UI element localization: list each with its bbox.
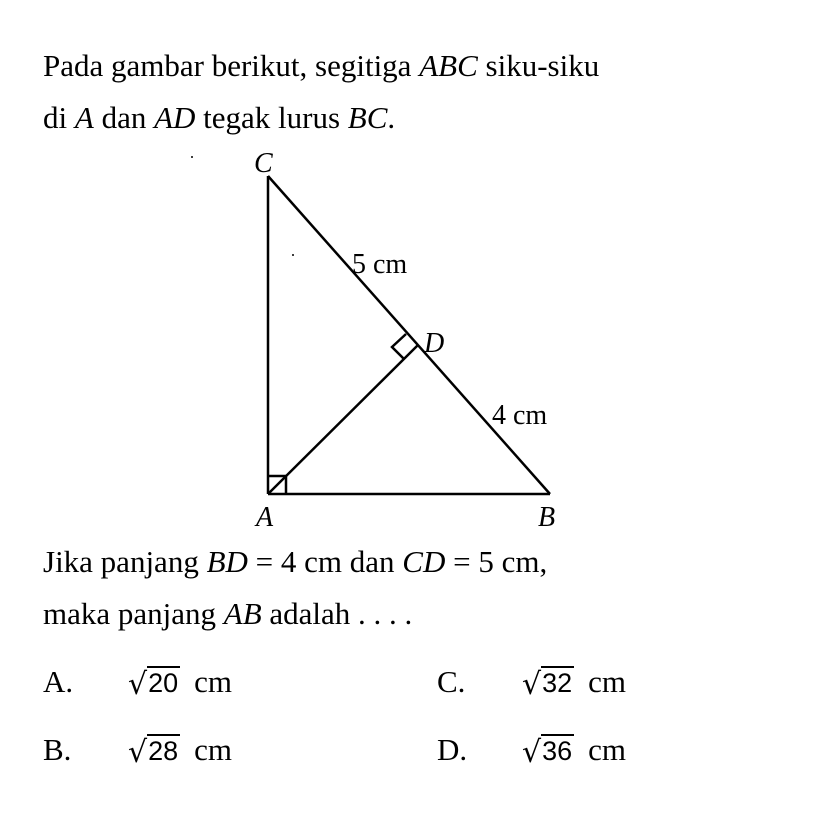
option-b-sqrt — [128, 734, 180, 770]
radical-icon: √ — [522, 735, 542, 770]
option-d-sqrt — [522, 734, 574, 770]
hypotenuse-line: BC — [347, 100, 388, 135]
question-line1-suffix: siku-siku — [485, 48, 600, 83]
option-d[interactable] — [437, 730, 626, 770]
option-c[interactable] — [437, 662, 626, 702]
option-c-letter: C. — [437, 664, 466, 699]
question-line2-di: di — [43, 100, 68, 135]
option-a[interactable] — [43, 662, 232, 702]
option-d-unit: cm — [588, 732, 627, 767]
option-a-letter: A. — [43, 664, 74, 699]
condition-text — [43, 536, 547, 640]
right-angle-mark-d — [392, 334, 406, 359]
altitude-segment: AD — [154, 100, 196, 135]
question-line2-period: . — [387, 100, 396, 135]
side-bc — [268, 176, 550, 494]
triangle-name: ABC — [419, 48, 478, 83]
vertex-label-d: D — [424, 328, 445, 359]
segment-cd: CD — [402, 544, 446, 579]
option-c-sqrt — [522, 666, 574, 702]
option-d-letter: D. — [437, 732, 468, 767]
right-angle-vertex: A — [74, 100, 94, 135]
question-line2-tegak: tegak lurus — [203, 100, 341, 135]
condition-line-2 — [43, 588, 547, 640]
radical-icon: √ — [522, 667, 542, 702]
vertex-label-b: B — [538, 502, 556, 533]
option-c-unit: cm — [588, 664, 627, 699]
option-a-radicand: 20 — [148, 668, 179, 698]
option-a-unit: cm — [194, 664, 233, 699]
segment-bd: BD — [206, 544, 248, 579]
option-c-radicand: 32 — [542, 668, 573, 698]
option-d-radicand: 36 — [542, 736, 573, 766]
altitude-ad — [268, 345, 418, 494]
option-b-letter: B. — [43, 732, 72, 767]
condition-line-1 — [43, 536, 547, 588]
option-b[interactable] — [43, 730, 232, 770]
option-b-unit: cm — [194, 732, 233, 767]
option-a-sqrt — [128, 666, 180, 702]
condition-eq1: = 4 cm dan — [255, 544, 395, 579]
radical-icon: √ — [128, 667, 148, 702]
question-line2-dan: dan — [101, 100, 147, 135]
bd-length-label: 4 cm — [492, 400, 548, 431]
tick-dots — [130, 156, 294, 560]
segment-ab: AB — [223, 596, 262, 631]
option-b-radicand: 28 — [148, 736, 179, 766]
vertex-label-c: C — [254, 148, 273, 179]
vertex-label-a: A — [256, 502, 274, 533]
radical-icon: √ — [128, 735, 148, 770]
condition-maka: maka panjang — [43, 596, 217, 631]
question-line1-prefix: Pada gambar berikut, segitiga — [43, 48, 412, 83]
condition-jika: Jika panjang — [43, 544, 199, 579]
condition-eq2: = 5 cm, — [453, 544, 548, 579]
cd-length-label: 5 cm — [352, 249, 408, 280]
condition-adalah: adalah . . . . — [269, 596, 413, 631]
